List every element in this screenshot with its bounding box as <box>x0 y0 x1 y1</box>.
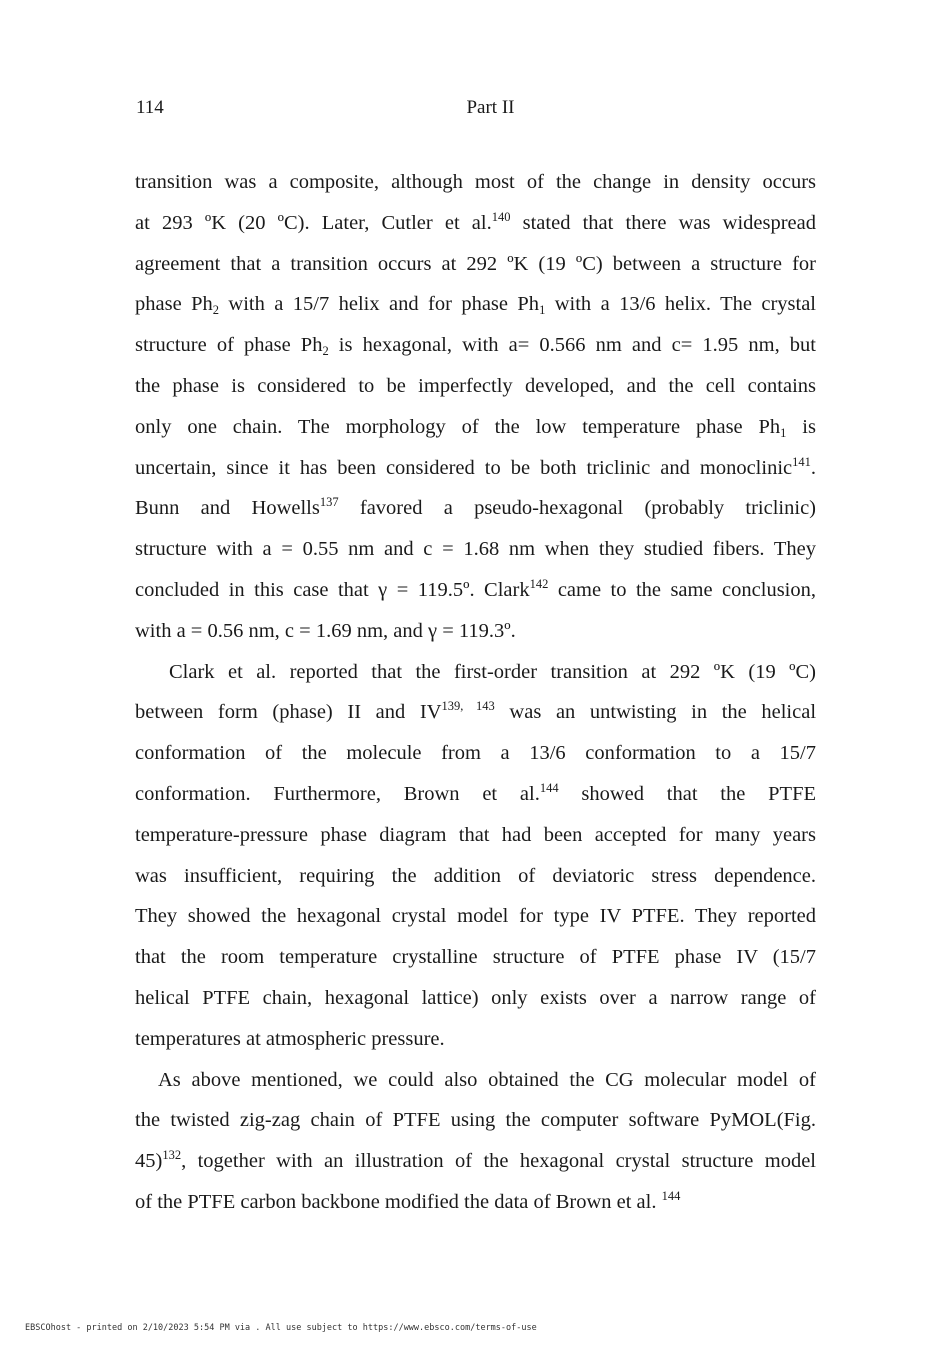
citation: 141 <box>792 454 811 469</box>
citation: 139, 143 <box>441 699 495 714</box>
citation: 137 <box>319 495 339 510</box>
text-line: concluded in this case that γ = 119.5º. Clark$^{142}$ came to the same conclusion, <box>135 576 816 601</box>
text-line: 45)$^{132}$, together with an illustration of the hexagonal crystal structure model <box>135 1148 816 1173</box>
text-line: between form (phase) II and IV$^{139, 143}$ was an untwisting in the helical <box>135 699 816 724</box>
citation: 144 <box>661 1188 681 1203</box>
citation: 140 <box>491 209 511 224</box>
text-line: the twisted zig-zag chain of PTFE using the computer software PyMOL(Fig. <box>135 1109 816 1132</box>
text-line: Bunn and Howells$^{137}$ favored a pseudo-hexagonal (probably triclinic) <box>135 495 816 520</box>
text-line: temperature-pressure phase diagram that had been accepted for many years <box>135 823 816 846</box>
text-line: with a = 0.56 nm, c = 1.69 nm, and γ = 119.3º. <box>135 619 516 642</box>
body-text <box>135 162 816 1223</box>
text-line: that the room temperature crystalline structure of PTFE phase IV (15/7 <box>135 946 816 969</box>
text-line: was insufficient, requiring the addition of deviatoric stress dependence. <box>135 864 816 887</box>
text-line: of the PTFE carbon backbone modified the data of Brown et al. $^{144}$ <box>135 1188 681 1213</box>
text-line: As above mentioned, we could also obtained the CG molecular model of <box>158 1068 816 1091</box>
running-head: Part II <box>466 97 515 118</box>
text-line: temperatures at atmospheric pressure. <box>135 1027 445 1050</box>
text-line: only one chain. The morphology of the low temperature phase $Ph_1$ is <box>135 415 816 440</box>
citation: 144 <box>539 780 559 795</box>
text-line: Clark et al. reported that the first-order transition at 292 ºK (19 ºC) <box>169 660 816 683</box>
text-line: structure of phase $Ph_2$ is hexagonal, with a= 0.566 nm and c= 1.95 nm, but <box>135 334 816 359</box>
text-line: at 293 ºK (20 ºC). Later, Cutler et al.$^{140}$ stated that there was widespread <box>135 209 816 234</box>
citation: 132 <box>162 1148 182 1163</box>
text-line: conformation. Furthermore, Brown et al.$^{144}$ showed that the PTFE <box>135 780 816 805</box>
text-line: conformation of the molecule from a 13/6 conformation to a 15/7 <box>135 742 816 765</box>
text-line: the phase is considered to be imperfectly developed, and the cell contains <box>135 374 816 397</box>
text-line: uncertain, since it has been considered to be both triclinic and monoclinic$^{141}$. <box>135 454 816 479</box>
print-footer: EBSCOhost - printed on 2/10/2023 5:54 PM via . All use subject to https://www.ebsco.com/terms-of-use <box>25 1323 537 1333</box>
text-line: transition was a composite, although most of the change in density occurs <box>135 171 816 193</box>
text-line: phase $Ph_2$ with a 15/7 helix and for phase $Ph_1$ with a 13/6 helix. The crystal <box>135 293 816 318</box>
citation: 142 <box>529 576 549 591</box>
text-line: helical PTFE chain, hexagonal lattice) only exists over a narrow range of <box>135 986 816 1009</box>
text-line: agreement that a transition occurs at 292 ºK (19 ºC) between a structure for <box>135 252 816 275</box>
text-line: They showed the hexagonal crystal model for type IV PTFE. They reported <box>135 905 816 928</box>
page-number: 114 <box>136 97 164 118</box>
text-line: structure with a = 0.55 nm and c = 1.68 nm when they studied fibers. They <box>135 538 816 561</box>
